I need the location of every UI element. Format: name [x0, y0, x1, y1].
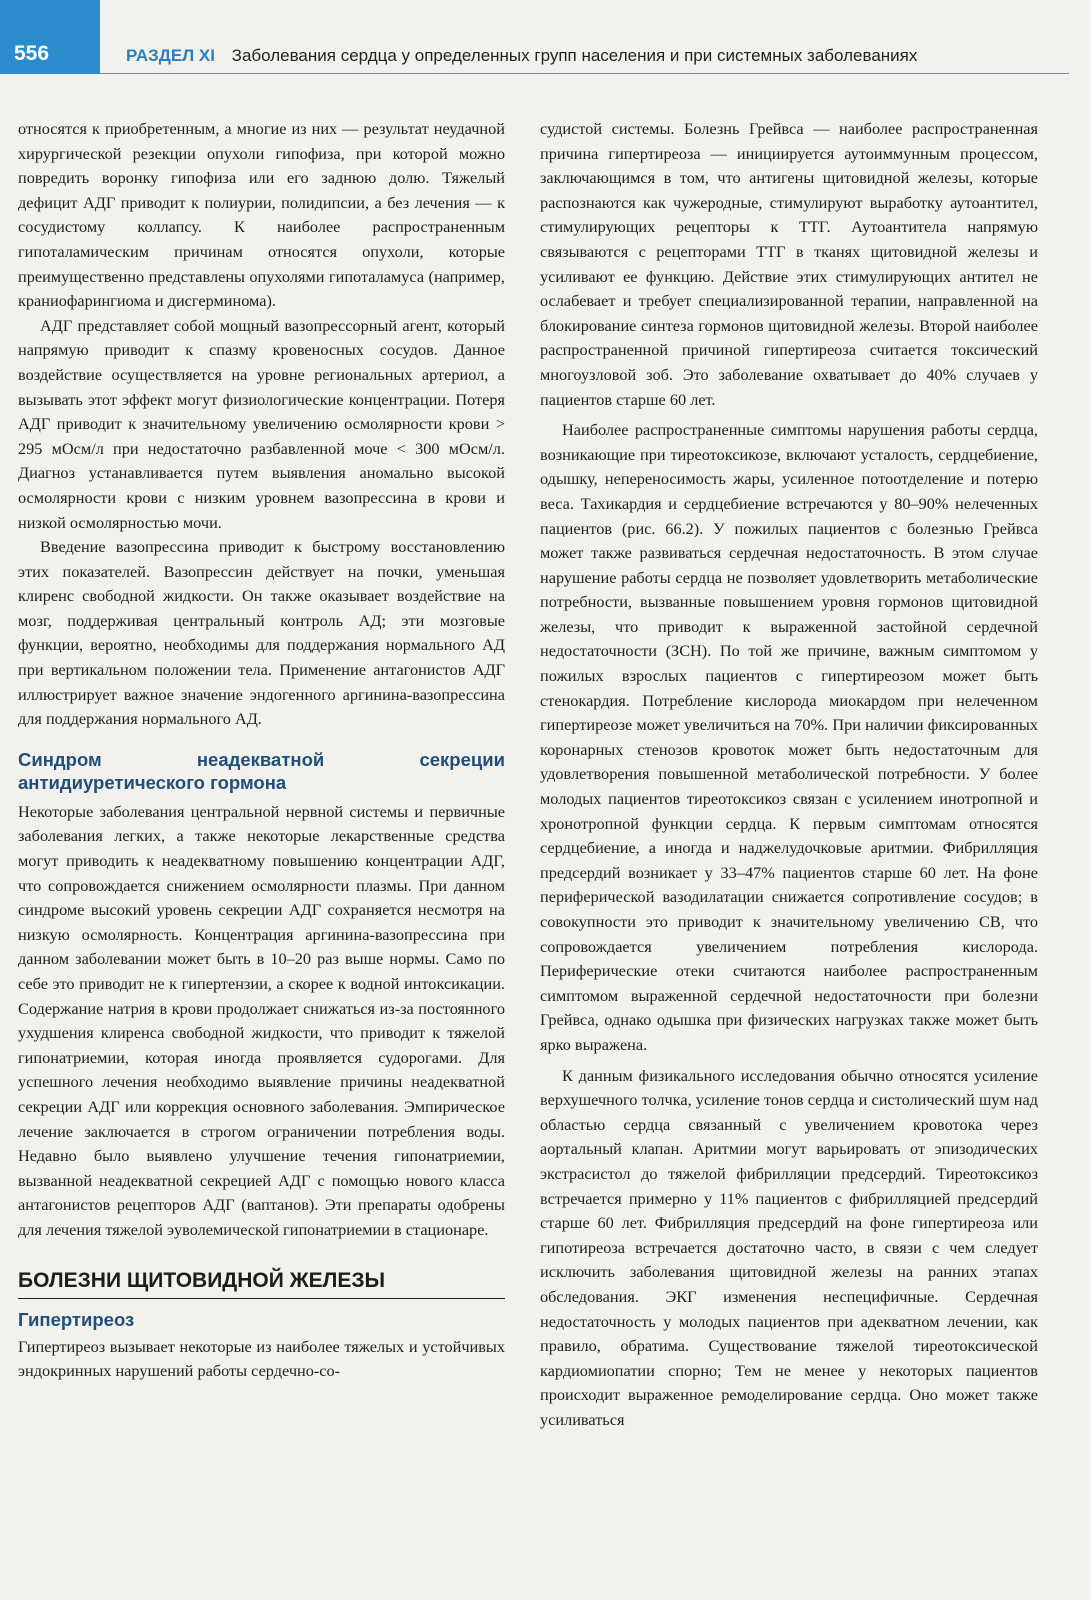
page-number: 556 — [0, 0, 100, 74]
paragraph: Наиболее распространенные симптомы нарушения работы сердца, возникающие при тиреотоксикозе, включают усталость, сердцебиение, одышку, непереносимость жары, усиленное потоотделение и потерю веса. Тахикардия и сердцебиение встречаются у 80–90% нелеченных пациентов (рис. 66.2). У пожилых пациентов с болезнью Грейвса может также развиваться сердечная недостаточность. В этом случае нарушение работы сердца не позволяет удовлетворить метаболические потребности, вызванные повышением уровня гормонов щитовидной железы, что приводит к выраженной застойной сердечной недостаточности (ЗСН). По той же причине, важным симптомом у пожилых взрослых пациентов с гипертиреозом может быть стенокардия. Потребление кислорода миокардом при нелеченном гипертиреозе может увеличиться на 70%. При наличии фиксированных коронарных стенозов кровоток может быть недостаточным для удовлетворения повышенной метаболической потребности. У более молодых пациентов тиреотоксикоз связан с усилением инотропной и хронотропной функции сердца. К первым симптомам относятся сердцебиение, а иногда и наджелудочковые аритмии. Фибрилляция предсердий возникает у 33–47% пациентов старше 60 лет. На фоне периферической вазодилатации снижается сопротивление сосудов; в совокупности это приводит к значительному увеличению СВ, что сопровождается увеличением потребления кислорода. Периферические отеки считаются наиболее распространенным симптомом выраженной сердечной недостаточности при болезни Грейвса, однако одышка при физических нагрузках также может быть ярко выражена. — [540, 420, 1038, 1054]
paragraph: относятся к приобретенным, а многие из них — результат неудачной хирургической резекции опухоли гипофиза, при которой можно повредить воронку гипофиза или его заднюю долю. Тяжелый дефицит АДГ приводит к полиурии, полидипсии, а без лечения — к сосудистому коллапсу. К наиболее распространенным гипоталамическим причинам относятся опухоли, которые преимущественно представлены опухолями гипоталамуса (например, краниофарингиома и дисгерминома). — [18, 119, 505, 311]
running-header — [126, 46, 1069, 70]
section-label: РАЗДЕЛ XI — [126, 46, 215, 65]
paragraph: К данным физикального исследования обычно относятся усиление верхушечного толчка, усиление тонов сердца и систолический шум над областью сердца связанный с увеличением кровотока через аортальный клапан. Аритмии могут варьировать от эпизодических экстрасистол до тяжелой фибрилляции предсердий. Тиреотоксикоз встречается примерно у 11% пациентов с фибрилляцией предсердий старше 60 лет. Фибрилляция предсердий на фоне гипертиреоза или гипотиреоза встречается достаточно часто, в связи с чем следует исключить заболевания щитовидной железы на ранних этапах обследования. ЭКГ изменения неспецифичные. Сердечная недостаточность у молодых пациентов при адекватном лечении, как правило, обратима. Существование тяжелой тиреотоксической кардиомиопатии спорно; Тем не менее у некоторых пациентов происходит выраженное ремоделирование сердца. Оно может также усиливаться — [540, 1065, 1038, 1429]
section-heading-thyroid: БОЛЕЗНИ ЩИТОВИДНОЙ ЖЕЛЕЗЫ — [18, 1267, 505, 1299]
subsection-heading-hyperthyroidism: Гипертиреоз — [18, 1308, 135, 1330]
paragraph: Некоторые заболевания центральной нервной системы и первичные заболевания легких, а также некоторые лекарственные средства могут приводить к неадекватному повышению концентрации АДГ, что сопровождается снижением осмолярности плазмы. При данном синдроме высокий уровень секреции АДГ сохраняется несмотря на низкую осмолярность. Концентрация аргинина-вазопрессина при данном заболевании может быть в 10–20 раз выше нормы. Само по себе это приводит не к гипертензии, а скорее к водной интоксикации. Содержание натрия в крови продолжает снижаться из-за постоянного ухудшения клиренса свободной жидкости, что приводит к тяжелой гипонатриемии, которая иногда проявляется судорогами. Для успешного лечения необходимо выявление причины неадекватной секреции АДГ или коррекция основного заболевания. Эмпирическое лечение заключается в строгом ограничении потребления воды. Недавно было выявлено улучшение течения гипонатриемии, вызванной неадекватной секрецией АДГ с помощью нового класса антагонистов рецепторов АДГ (ваптанов). Эти препараты одобрены для лечения тяжелой эуволемической гипонатриемии в стационаре. — [18, 801, 505, 1239]
section-title: Заболевания сердца у определенных групп населения и при системных заболеваниях — [231, 46, 918, 65]
header-rule — [100, 73, 1069, 74]
subsection-heading-siadh: Синдром неадекватной секреции антидиуретического гормона — [18, 748, 505, 793]
paragraph: АДГ представляет собой мощный вазопрессорный агент, который напрямую приводит к спазму кровеносных сосудов. Данное воздействие осуществляется на уровне региональных артериол, а вызывать этот эффект могут физиологические концентрации. Потеря АДГ приводит к значительному увеличению осмолярности крови > 295 мОсм/л при недостаточно разбавленной моче < 300 мОсм/л. Диагноз устанавливается путем выявления аномально высокой осмолярности крови с низким уровнем вазопрессина в крови и низкой осмолярностью мочи. — [18, 315, 505, 532]
right-column — [540, 117, 1038, 1432]
left-column — [18, 117, 505, 1384]
paragraph: Гипертиреоз вызывает некоторые из наиболее тяжелых и устойчивых эндокринных нарушений работы сердечно-со- — [18, 1336, 505, 1381]
paragraph: судистой системы. Болезнь Грейвса — наиболее распространенная причина гипертиреоза — инициируется аутоиммунным процессом, заключающимся в том, что антигены щитовидной железы, которые распознаются как чужеродные, стимулируют выработку аутоантител, стимулирующих рецепторы к ТТГ. Аутоантитела напрямую связываются с рецепторами ТТГ в тканях щитовидной железы и усиливают ее функцию. Действие этих стимулирующих антител не ослабевает и требует специализированной терапии, направленной на блокирование синтеза гормонов щитовидной железы. Второй наиболее распространенной причиной гипертиреоза считается токсический многоузловой зоб. Это заболевание охватывает до 40% случаев у пациентов старше 60 лет. — [540, 119, 1038, 409]
paragraph: Введение вазопрессина приводит к быстрому восстановлению этих показателей. Вазопрессин действует на почки, уменьшая клиренс свободной жидкости. Он также оказывает воздействие на мозг, поддерживая центральный контроль АД; эти мозговые функции, вероятно, необходимы для поддержания нормального АД при вертикальном положении тела. Применение антагонистов АДГ иллюстрирует важное значение эндогенного аргинина-вазопрессина для поддержания нормального АД. — [18, 537, 505, 729]
